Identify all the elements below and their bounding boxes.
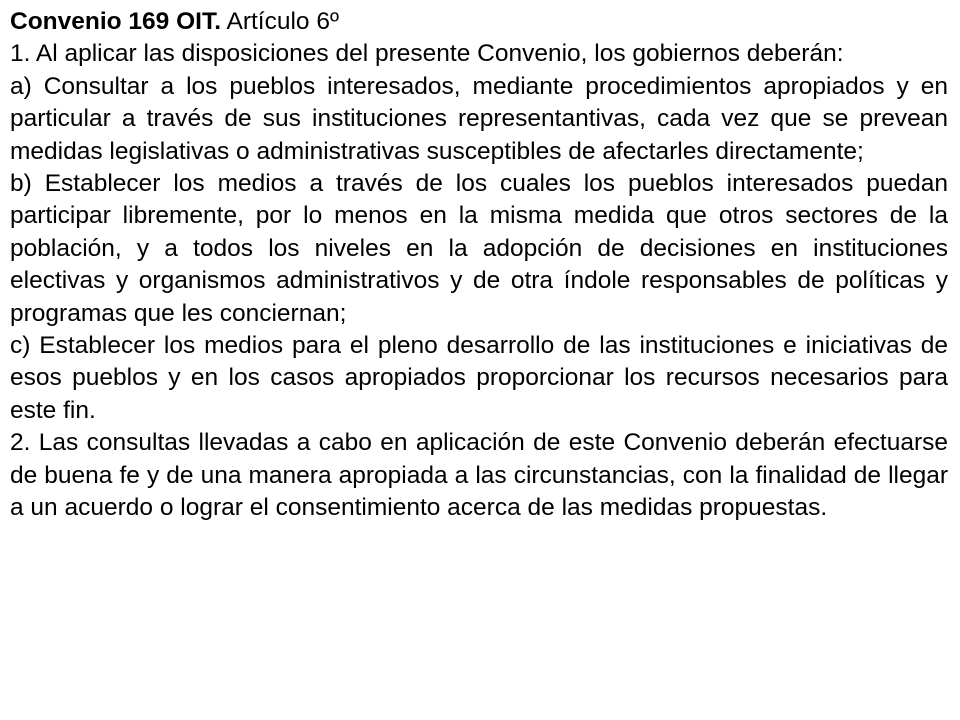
paragraph-2: 2. Las consultas llevadas a cabo en aplicación de este Convenio deberán efectuarse de buena fe y de una manera apropiada a las circunstancias, con la finalidad de llegar a un acuerdo o lograr el consentimiento acerca de las medidas propuestas. xyxy=(10,429,948,522)
title-convention: Convenio 169 OIT. xyxy=(10,8,222,35)
paragraph-1c: c) Establecer los medios para el pleno desarrollo de las instituciones e iniciativas de esos pueblos y en los casos apropiados proporcionar los recursos necesarios para este fin. xyxy=(10,332,948,424)
paragraph-1: 1. Al aplicar las disposiciones del presente Convenio, los gobiernos deberán: xyxy=(10,40,844,68)
document-body xyxy=(10,6,948,525)
title-article: Artículo 6º xyxy=(226,8,339,35)
paragraph-1a: a) Consultar a los pueblos interesados, mediante procedimientos apropiados y en particular a través de sus instituciones representantivas, cada vez que se prevean medidas legislativas o administrativas susceptibles de afectarles directamente; xyxy=(10,72,948,165)
document-title xyxy=(10,6,948,38)
paragraph-1b: b) Establecer los medios a través de los cuales los pueblos interesados puedan participar libremente, por lo menos en la misma medida que otros sectores de la población, y a todos los niveles en la adopción de decisiones en instituciones electivas y organismos administrativos y de otra índole responsables de políticas y programas que les conciernan; xyxy=(10,170,948,327)
